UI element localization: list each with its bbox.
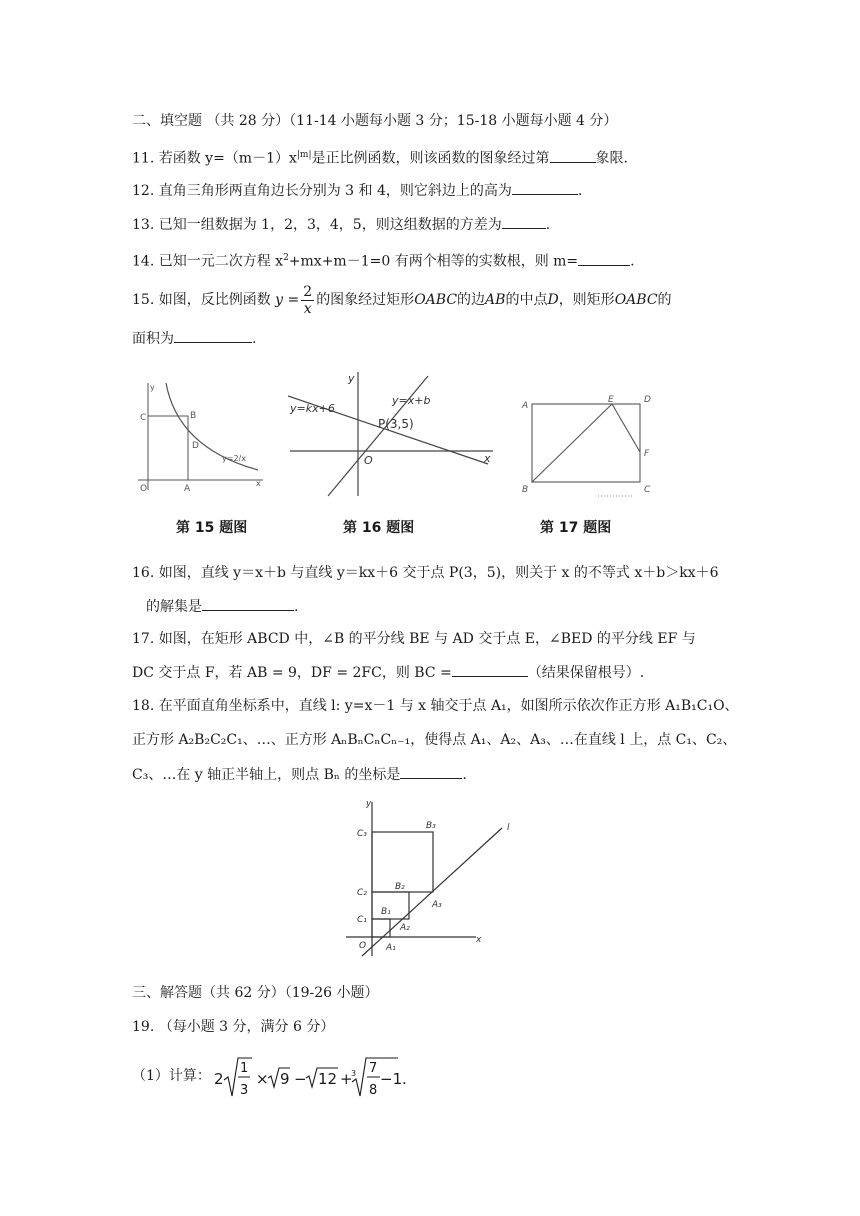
svg-text:.: . [402, 1070, 407, 1088]
question-15-line2: 面积为 . [132, 328, 256, 349]
question-16-line2: 的解集是 . [146, 596, 298, 617]
answer-blank-13[interactable] [502, 214, 546, 229]
svg-text:−1: −1 [380, 1070, 403, 1088]
answer-blank-18[interactable] [400, 764, 462, 779]
section-2-title: 二、填空题 （共 28 分）（11-14 小题每小题 3 分；15-18 小题每小题 4 分） [132, 113, 618, 129]
svg-text:C₃: C₃ [357, 829, 367, 839]
svg-text:y: y [366, 799, 372, 809]
fraction-2-over-x: $\frac{2}{x}$ [303, 283, 313, 317]
svg-text:O: O [364, 454, 373, 467]
question-19-title: 19. （每小题 3 分，满分 6 分） [132, 1019, 335, 1035]
svg-text:y=x+b: y=x+b [392, 394, 431, 407]
svg-text:y: y [150, 383, 155, 392]
answer-blank-12[interactable] [512, 180, 578, 195]
svg-text:l: l [507, 823, 510, 833]
svg-text:A₁: A₁ [386, 943, 396, 953]
question-17: 17. 如图，在矩形 ABCD 中，∠B 的平分线 BE 与 AD 交于点 E，∠BED 的平分线 EF 与 [132, 631, 696, 647]
svg-text:E: E [608, 395, 614, 405]
svg-text:x: x [476, 935, 482, 945]
question-14: 14. 已知一元二次方程 $x^2+mx+m-1=0$ 有两个相等的实数根，则 m= . [132, 248, 635, 272]
figure-15 [138, 378, 268, 503]
formula-19-1 [214, 1054, 444, 1104]
question-15: 15. 如图，反比例函数 y = $\frac{2}{x}$ 的图象经过矩形OABC的边AB的中点D，则矩形OABC的 [132, 283, 672, 317]
answer-blank-17[interactable] [452, 662, 528, 677]
svg-text:B₁: B₁ [381, 907, 391, 917]
question-13: 13. 已知一组数据为 1，2，3，4，5，则这组数据的方差为 . [132, 214, 550, 235]
svg-text:y=2/x: y=2/x [222, 454, 246, 463]
figure-17 [520, 392, 670, 504]
svg-text:F: F [644, 449, 650, 459]
answer-blank-14[interactable] [578, 251, 630, 266]
figure-16 [288, 366, 498, 502]
svg-text:2: 2 [214, 1070, 224, 1088]
svg-text:×: × [256, 1070, 269, 1088]
answer-blank-15[interactable] [174, 328, 252, 343]
svg-text:C₂: C₂ [357, 888, 367, 898]
answer-blank-16[interactable] [202, 596, 294, 611]
caption-fig17: 第 17 题图 [540, 520, 612, 536]
svg-text:9: 9 [280, 1070, 290, 1088]
svg-text:P(3,5): P(3,5) [378, 417, 414, 431]
caption-fig15: 第 15 题图 [176, 520, 248, 536]
svg-text:3: 3 [240, 1083, 249, 1098]
svg-text:A₃: A₃ [432, 900, 442, 910]
svg-text:B: B [522, 485, 529, 495]
svg-text:y=kx+6: y=kx+6 [290, 402, 335, 415]
svg-text:C: C [140, 413, 147, 423]
svg-text:+: + [340, 1070, 353, 1088]
svg-text:8: 8 [369, 1083, 378, 1098]
question-18-line3: C₃、…在 y 轴正半轴上，则点 Bₙ 的坐标是 . [132, 764, 467, 785]
svg-text:D: D [644, 395, 651, 405]
svg-text:3: 3 [351, 1069, 357, 1078]
svg-text:7: 7 [369, 1061, 378, 1076]
svg-text:D: D [192, 441, 199, 451]
svg-text:A: A [522, 401, 529, 411]
figure-18 [340, 796, 530, 964]
question-18-line2: 正方形 A₂B₂C₂C₁、…、正方形 AₙBₙCₙCₙ₋₁，使得点 A₁、A₂、A₃、…在直线 l 上，点 C₁、C₂、 [132, 732, 737, 748]
svg-text:x: x [256, 479, 261, 488]
svg-text:O: O [359, 941, 367, 951]
svg-text:C: C [644, 485, 651, 495]
question-12: 12. 直角三角形两直角边长分别为 3 和 4，则它斜边上的高为 . [132, 180, 582, 201]
svg-text:C₁: C₁ [357, 915, 367, 925]
svg-text:y: y [348, 372, 355, 385]
svg-text:−: − [294, 1070, 307, 1088]
question-18: 18. 在平面直角坐标系中，直线 l: y=x－1 与 x 轴交于点 A₁，如图所示依次作正方形 A₁B₁C₁O、 [132, 698, 739, 714]
svg-text:12: 12 [318, 1070, 338, 1088]
question-11: 11. 若函数 $y=(m-1)x^{|m|}$是正比例函数，则该函数的图象经过第 象限. [132, 145, 628, 169]
question-17-line2: DC 交于点 F，若 AB = 9，DF = 2FC，则 BC = （结果保留根号）. [132, 662, 644, 683]
question-16: 16. 如图，直线 y＝x＋b 与直线 y＝kx＋6 交于点 P(3，5)，则关于 x 的不等式 x＋b＞kx＋6 [132, 565, 719, 581]
svg-text:1: 1 [240, 1061, 249, 1076]
svg-text:B: B [190, 411, 197, 421]
caption-fig16: 第 16 题图 [343, 520, 415, 536]
svg-text:O: O [140, 484, 148, 494]
svg-text:B₂: B₂ [395, 882, 405, 892]
svg-text:A₂: A₂ [400, 923, 410, 933]
svg-text:x: x [484, 452, 491, 465]
answer-blank-11[interactable] [550, 148, 596, 163]
svg-text:B₃: B₃ [426, 821, 436, 831]
svg-text:A: A [184, 484, 191, 494]
section-3-title: 三、解答题（共 62 分）（19-26 小题） [132, 985, 379, 1001]
